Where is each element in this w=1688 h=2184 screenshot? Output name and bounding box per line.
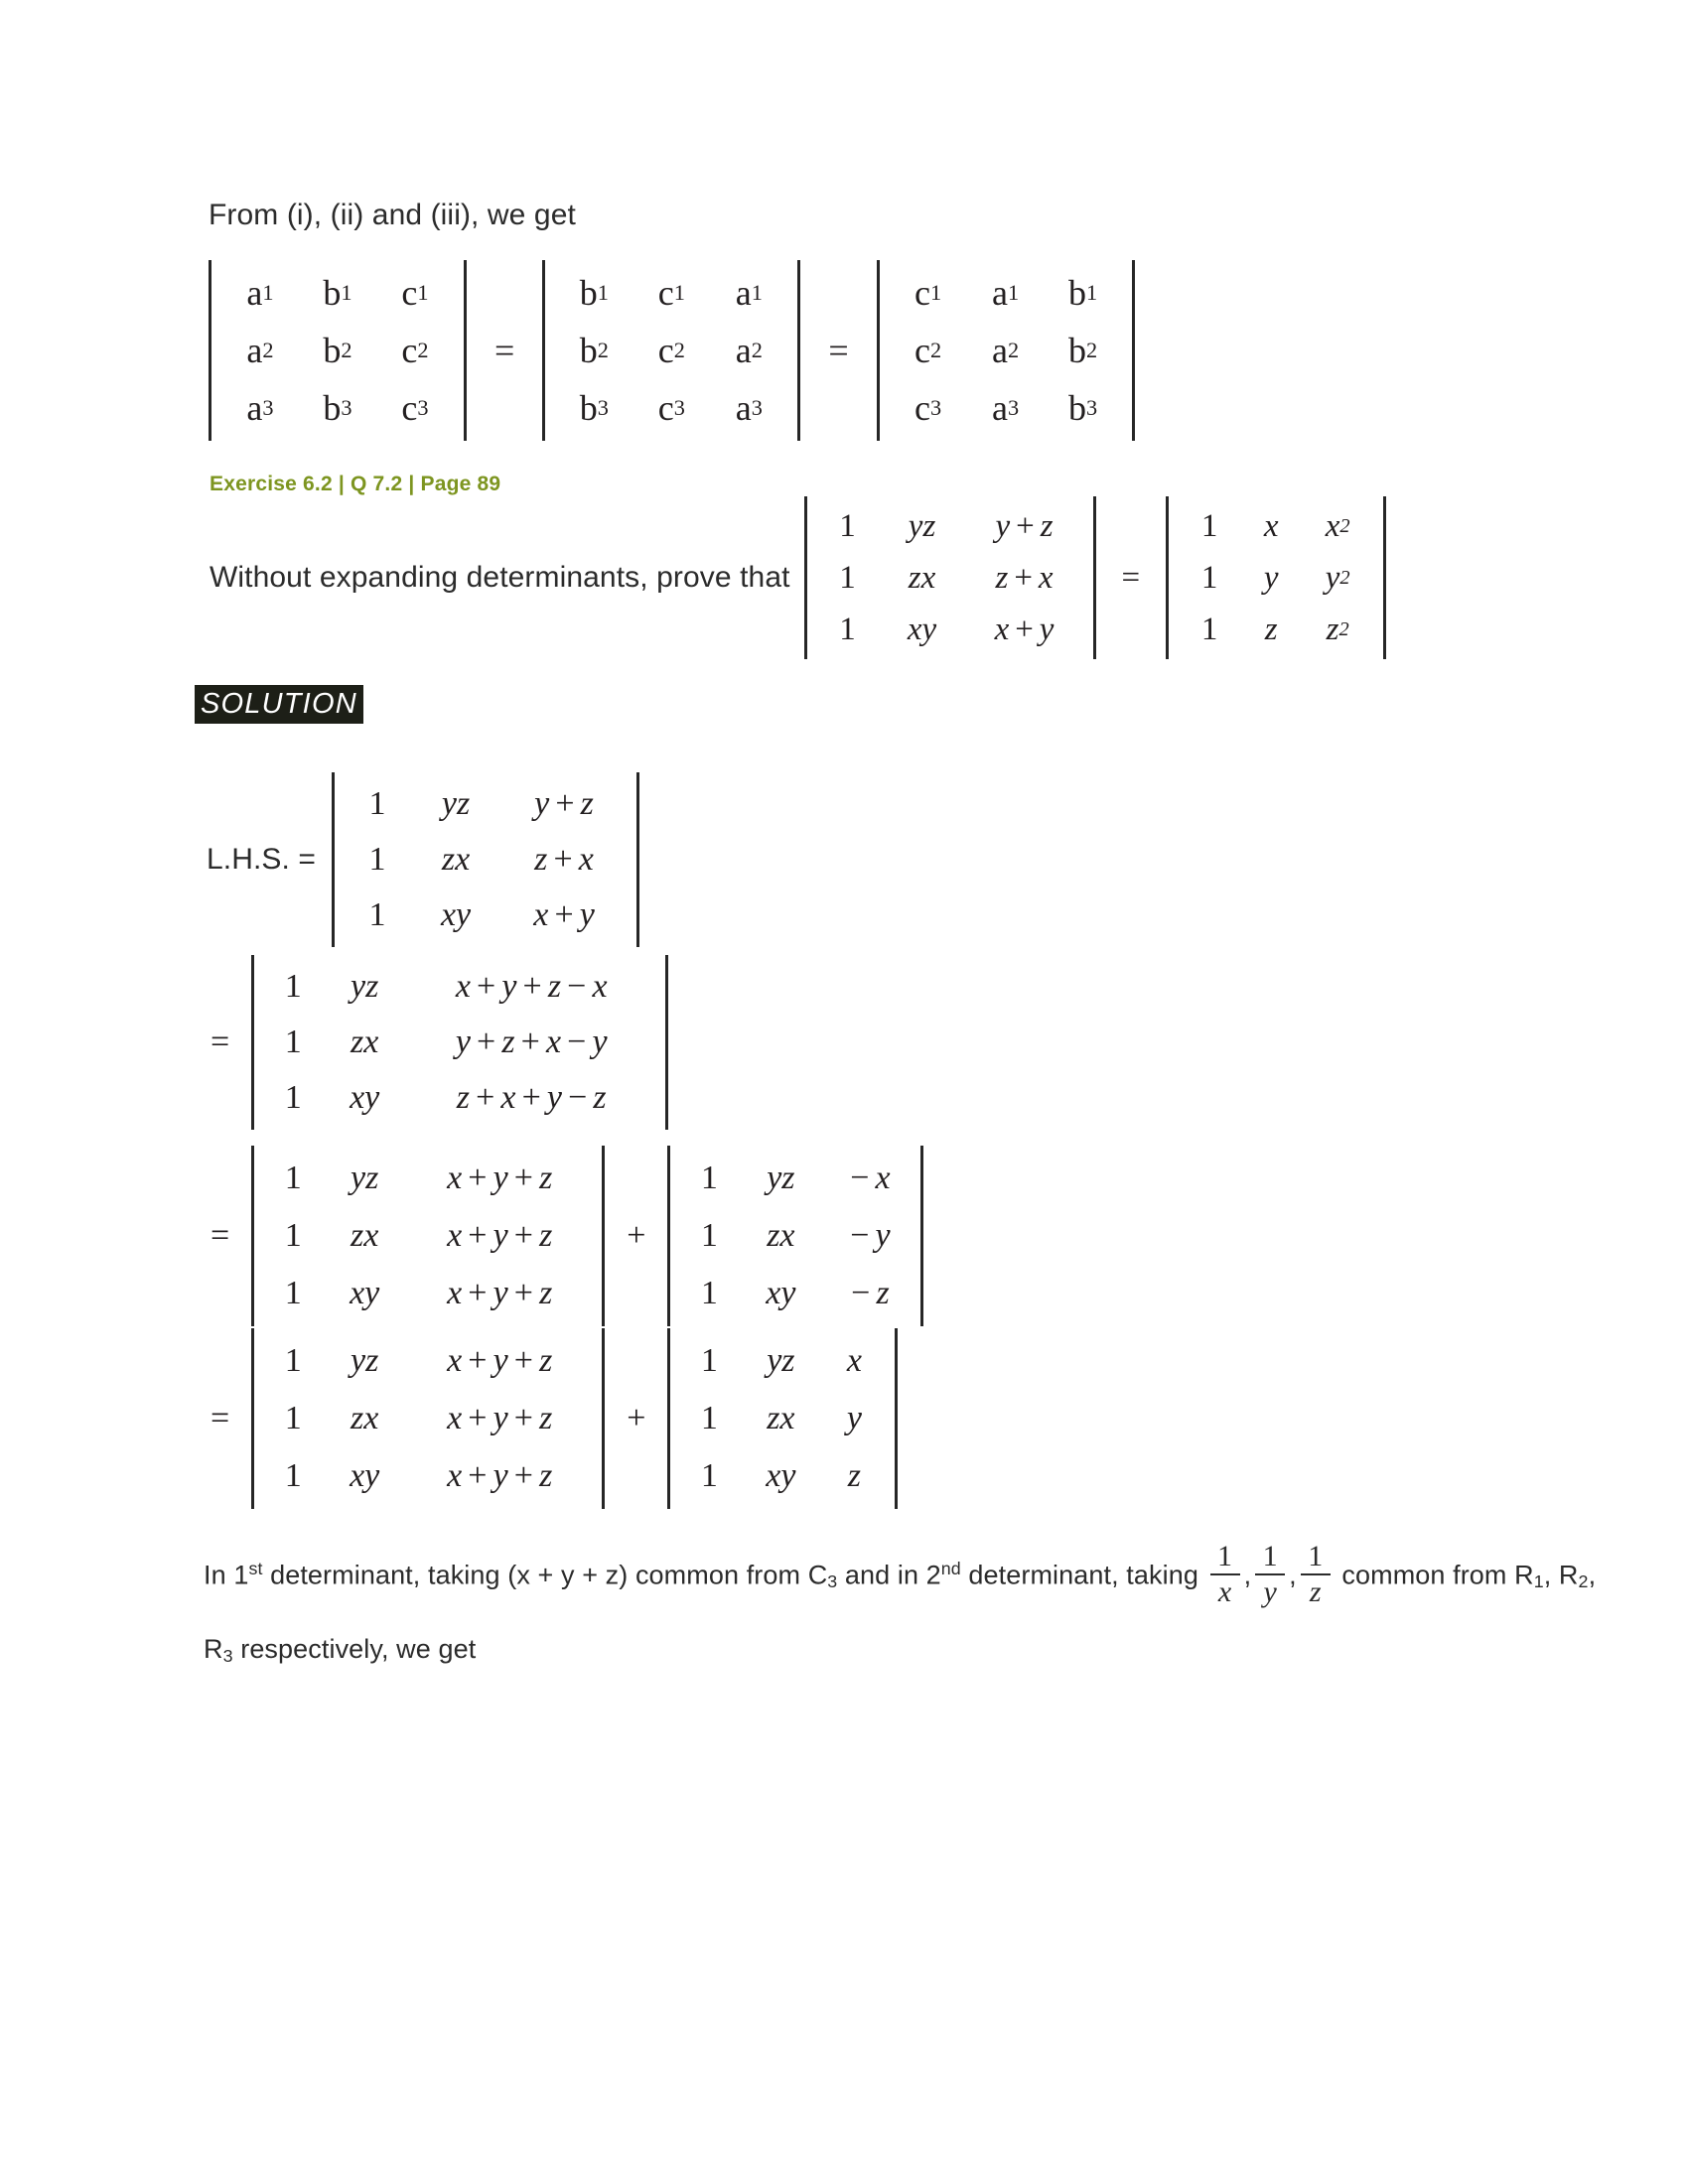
- matrix-cell: zx: [441, 841, 471, 878]
- matrix-cell: b 1: [579, 273, 609, 313]
- matrix-cell: c 1: [914, 273, 942, 313]
- matrix-cell: z 2: [1326, 611, 1349, 647]
- question-determinant-left: [804, 496, 1096, 659]
- step4-determinant-b: [667, 1328, 898, 1509]
- matrix-cell: yz: [441, 785, 471, 822]
- lhs-label: L.H.S. =: [207, 843, 317, 876]
- determinant-bar-right: [1132, 260, 1135, 441]
- matrix-cell: x + y + z: [447, 1400, 553, 1436]
- row-index-3: 3: [222, 1646, 233, 1667]
- matrix-cell: zx: [351, 1024, 379, 1060]
- matrix-cell: a 2: [735, 331, 763, 370]
- matrix-cell: x + y: [994, 611, 1055, 647]
- determinant-grid: [880, 260, 1132, 441]
- matrix-cell: yz: [767, 1160, 795, 1196]
- matrix-cell: c 1: [401, 273, 429, 313]
- matrix-cell: a 2: [992, 331, 1020, 370]
- matrix-cell: x: [846, 1342, 862, 1379]
- matrix-cell: 1: [284, 1160, 302, 1196]
- matrix-cell: 1: [1200, 507, 1218, 544]
- determinant-bar-right: [895, 1328, 898, 1509]
- matrix-cell: y: [1263, 559, 1279, 596]
- determinant-bar-right: [665, 955, 668, 1130]
- matrix-cell: b 3: [1068, 388, 1098, 428]
- matrix-cell: b 3: [323, 388, 352, 428]
- matrix-cell: x + y + z: [447, 1217, 553, 1254]
- step3-determinant-b: [667, 1146, 923, 1326]
- column-index-3: 3: [827, 1571, 838, 1592]
- matrix-cell: 1: [368, 896, 386, 933]
- matrix-cell: 1: [839, 611, 856, 647]
- equals-sign: =: [1121, 559, 1141, 596]
- matrix-cell: 1: [284, 1275, 302, 1311]
- closing-seg-7: , R: [204, 1560, 1597, 1665]
- matrix-cell: c 2: [401, 331, 429, 370]
- fraction-one-over-z: [1301, 1542, 1331, 1607]
- matrix-cell: 1: [839, 559, 856, 596]
- determinant-grid: [254, 955, 665, 1130]
- matrix-cell: c 2: [914, 331, 942, 370]
- determinant-grid: [670, 1146, 920, 1326]
- matrix-cell: 1: [284, 968, 302, 1005]
- matrix-cell: y + z + x − y: [455, 1024, 608, 1060]
- closing-seg-5: common from R: [1334, 1560, 1534, 1590]
- determinant-grid: [335, 772, 636, 947]
- matrix-cell: zx: [767, 1217, 795, 1254]
- determinant-grid: [254, 1328, 602, 1509]
- determinant-grid: [545, 260, 797, 441]
- matrix-cell: z + x + y − z: [456, 1079, 607, 1116]
- exercise-reference-tag: Exercise 6.2 | Q 7.2 | Page 89: [210, 473, 501, 495]
- matrix-cell: yz: [351, 968, 379, 1005]
- equals-sign: =: [494, 331, 515, 370]
- question-determinant-right: [1166, 496, 1386, 659]
- matrix-cell: y + z: [534, 785, 594, 822]
- matrix-cell: z + x: [995, 559, 1054, 596]
- determinant-grid: [807, 496, 1093, 659]
- equals-sign: =: [211, 1400, 230, 1436]
- matrix-cell: xy: [350, 1275, 380, 1311]
- step3-determinant-a: [251, 1146, 605, 1326]
- matrix-cell: yz: [767, 1342, 795, 1379]
- comma-1: ,: [1243, 1560, 1252, 1590]
- matrix-cell: xy: [350, 1079, 380, 1116]
- matrix-cell: 1: [700, 1217, 718, 1254]
- matrix-cell: z + x: [534, 841, 594, 878]
- determinant-grid: [1169, 496, 1383, 659]
- closing-seg-1: In 1: [204, 1560, 249, 1590]
- matrix-cell: 1: [368, 841, 386, 878]
- matrix-cell: c 3: [401, 388, 429, 428]
- matrix-cell: 1: [700, 1342, 718, 1379]
- closing-paragraph: [204, 1535, 1614, 1690]
- step4-determinant-a: [251, 1328, 605, 1509]
- solution-step-3: [211, 1146, 923, 1326]
- intro-line: From (i), (ii) and (iii), we get: [209, 199, 576, 231]
- matrix-cell: x + y: [533, 896, 595, 933]
- determinant-grid: [670, 1328, 895, 1509]
- solution-step-4: [211, 1328, 898, 1509]
- matrix-cell: x: [1263, 507, 1279, 544]
- question-block: [210, 496, 1480, 659]
- matrix-cell: a 2: [246, 331, 274, 370]
- matrix-cell: 1: [700, 1400, 718, 1436]
- matrix-cell: zx: [767, 1400, 795, 1436]
- lhs-row: [207, 772, 639, 947]
- solution-label: SOLUTION: [195, 685, 363, 724]
- plus-sign: +: [627, 1217, 646, 1254]
- matrix-cell: zx: [351, 1400, 379, 1436]
- ordinal-nd: nd: [940, 1559, 961, 1578]
- matrix-cell: b 3: [579, 388, 609, 428]
- question-text: Without expanding determinants, prove that: [210, 561, 790, 594]
- ordinal-st: st: [248, 1559, 263, 1578]
- matrix-cell: 1: [284, 1024, 302, 1060]
- fraction-denominator: x: [1217, 1575, 1232, 1609]
- matrix-cell: zx: [351, 1217, 379, 1254]
- matrix-cell: c 1: [657, 273, 685, 313]
- fraction-numerator: 1: [1308, 1540, 1324, 1573]
- fraction-one-over-y: [1255, 1542, 1285, 1607]
- equals-sign: =: [828, 331, 849, 370]
- matrix-cell: 1: [284, 1217, 302, 1254]
- matrix-cell: 1: [368, 785, 386, 822]
- closing-seg-6: , R: [1543, 1560, 1579, 1590]
- matrix-cell: xy: [907, 611, 937, 647]
- matrix-cell: b 2: [1068, 331, 1098, 370]
- matrix-cell: − y: [850, 1217, 891, 1254]
- matrix-cell: − x: [850, 1160, 891, 1196]
- matrix-cell: x + y + z: [447, 1342, 553, 1379]
- matrix-cell: b 1: [1068, 273, 1098, 313]
- fraction-numerator: 1: [1217, 1540, 1233, 1573]
- fraction-one-over-x: [1210, 1542, 1240, 1607]
- determinant-bar-right: [920, 1146, 923, 1326]
- matrix-cell: z: [1264, 611, 1278, 647]
- matrix-cell: x + y + z: [447, 1275, 553, 1311]
- matrix-cell: c 3: [914, 388, 942, 428]
- matrix-cell: a 1: [735, 273, 763, 313]
- matrix-cell: zx: [908, 559, 936, 596]
- matrix-cell: y: [846, 1400, 862, 1436]
- plus-sign: +: [627, 1400, 646, 1436]
- determinant-abc-3: [877, 260, 1135, 441]
- determinant-abc-1: [209, 260, 467, 441]
- matrix-cell: 1: [284, 1079, 302, 1116]
- matrix-cell: 1: [700, 1160, 718, 1196]
- matrix-cell: xy: [350, 1457, 380, 1494]
- matrix-cell: 1: [700, 1457, 718, 1494]
- matrix-cell: x 2: [1325, 507, 1350, 544]
- fraction-denominator: z: [1309, 1575, 1322, 1609]
- matrix-cell: xy: [440, 896, 472, 933]
- determinant-bar-right: [1383, 496, 1386, 659]
- determinant-bar-right: [636, 772, 639, 947]
- equals-sign: =: [211, 1024, 230, 1060]
- closing-seg-2: determinant, taking (x + y + z) common from C: [262, 1560, 828, 1590]
- lhs-determinant: [332, 772, 639, 947]
- matrix-cell: 1: [1200, 611, 1218, 647]
- closing-seg-8: respectively, we get: [232, 1634, 477, 1665]
- matrix-cell: a 3: [246, 388, 274, 428]
- fraction-denominator: y: [1263, 1575, 1277, 1609]
- comma-2: ,: [1289, 1560, 1297, 1590]
- matrix-cell: b 2: [579, 331, 609, 370]
- matrix-cell: a 3: [735, 388, 763, 428]
- equals-sign: =: [211, 1217, 230, 1254]
- determinant-abc-2: [542, 260, 800, 441]
- determinant-grid: [254, 1146, 602, 1326]
- matrix-cell: c 2: [657, 331, 685, 370]
- closing-seg-4: determinant, taking: [960, 1560, 1206, 1590]
- matrix-cell: x + y + z: [447, 1160, 553, 1196]
- matrix-cell: a 1: [246, 273, 274, 313]
- matrix-cell: xy: [766, 1457, 796, 1494]
- determinant-grid: [211, 260, 464, 441]
- matrix-cell: yz: [351, 1342, 379, 1379]
- matrix-cell: b 1: [323, 273, 352, 313]
- matrix-cell: yz: [908, 507, 936, 544]
- matrix-cell: x + y + z: [447, 1457, 553, 1494]
- matrix-cell: xy: [766, 1275, 796, 1311]
- matrix-cell: 1: [284, 1457, 302, 1494]
- equation-row-1: [209, 260, 1135, 441]
- closing-seg-3: and in 2: [837, 1560, 941, 1590]
- matrix-cell: − z: [851, 1275, 890, 1311]
- matrix-cell: y 2: [1325, 559, 1350, 596]
- matrix-cell: 1: [284, 1400, 302, 1436]
- matrix-cell: 1: [1200, 559, 1218, 596]
- matrix-cell: a 3: [992, 388, 1020, 428]
- matrix-cell: y + z: [995, 507, 1054, 544]
- step2-determinant: [251, 955, 668, 1130]
- solution-step-2: [211, 955, 668, 1130]
- matrix-cell: 1: [284, 1342, 302, 1379]
- matrix-cell: x + y + z − x: [455, 968, 608, 1005]
- matrix-cell: 1: [700, 1275, 718, 1311]
- fraction-numerator: 1: [1262, 1540, 1278, 1573]
- matrix-cell: c 3: [657, 388, 685, 428]
- matrix-cell: z: [847, 1457, 861, 1494]
- row-index-2: 2: [1578, 1571, 1589, 1592]
- matrix-cell: a 1: [992, 273, 1020, 313]
- matrix-cell: 1: [839, 507, 856, 544]
- row-index-1: 1: [1533, 1571, 1544, 1592]
- matrix-cell: b 2: [323, 331, 352, 370]
- matrix-cell: yz: [351, 1160, 379, 1196]
